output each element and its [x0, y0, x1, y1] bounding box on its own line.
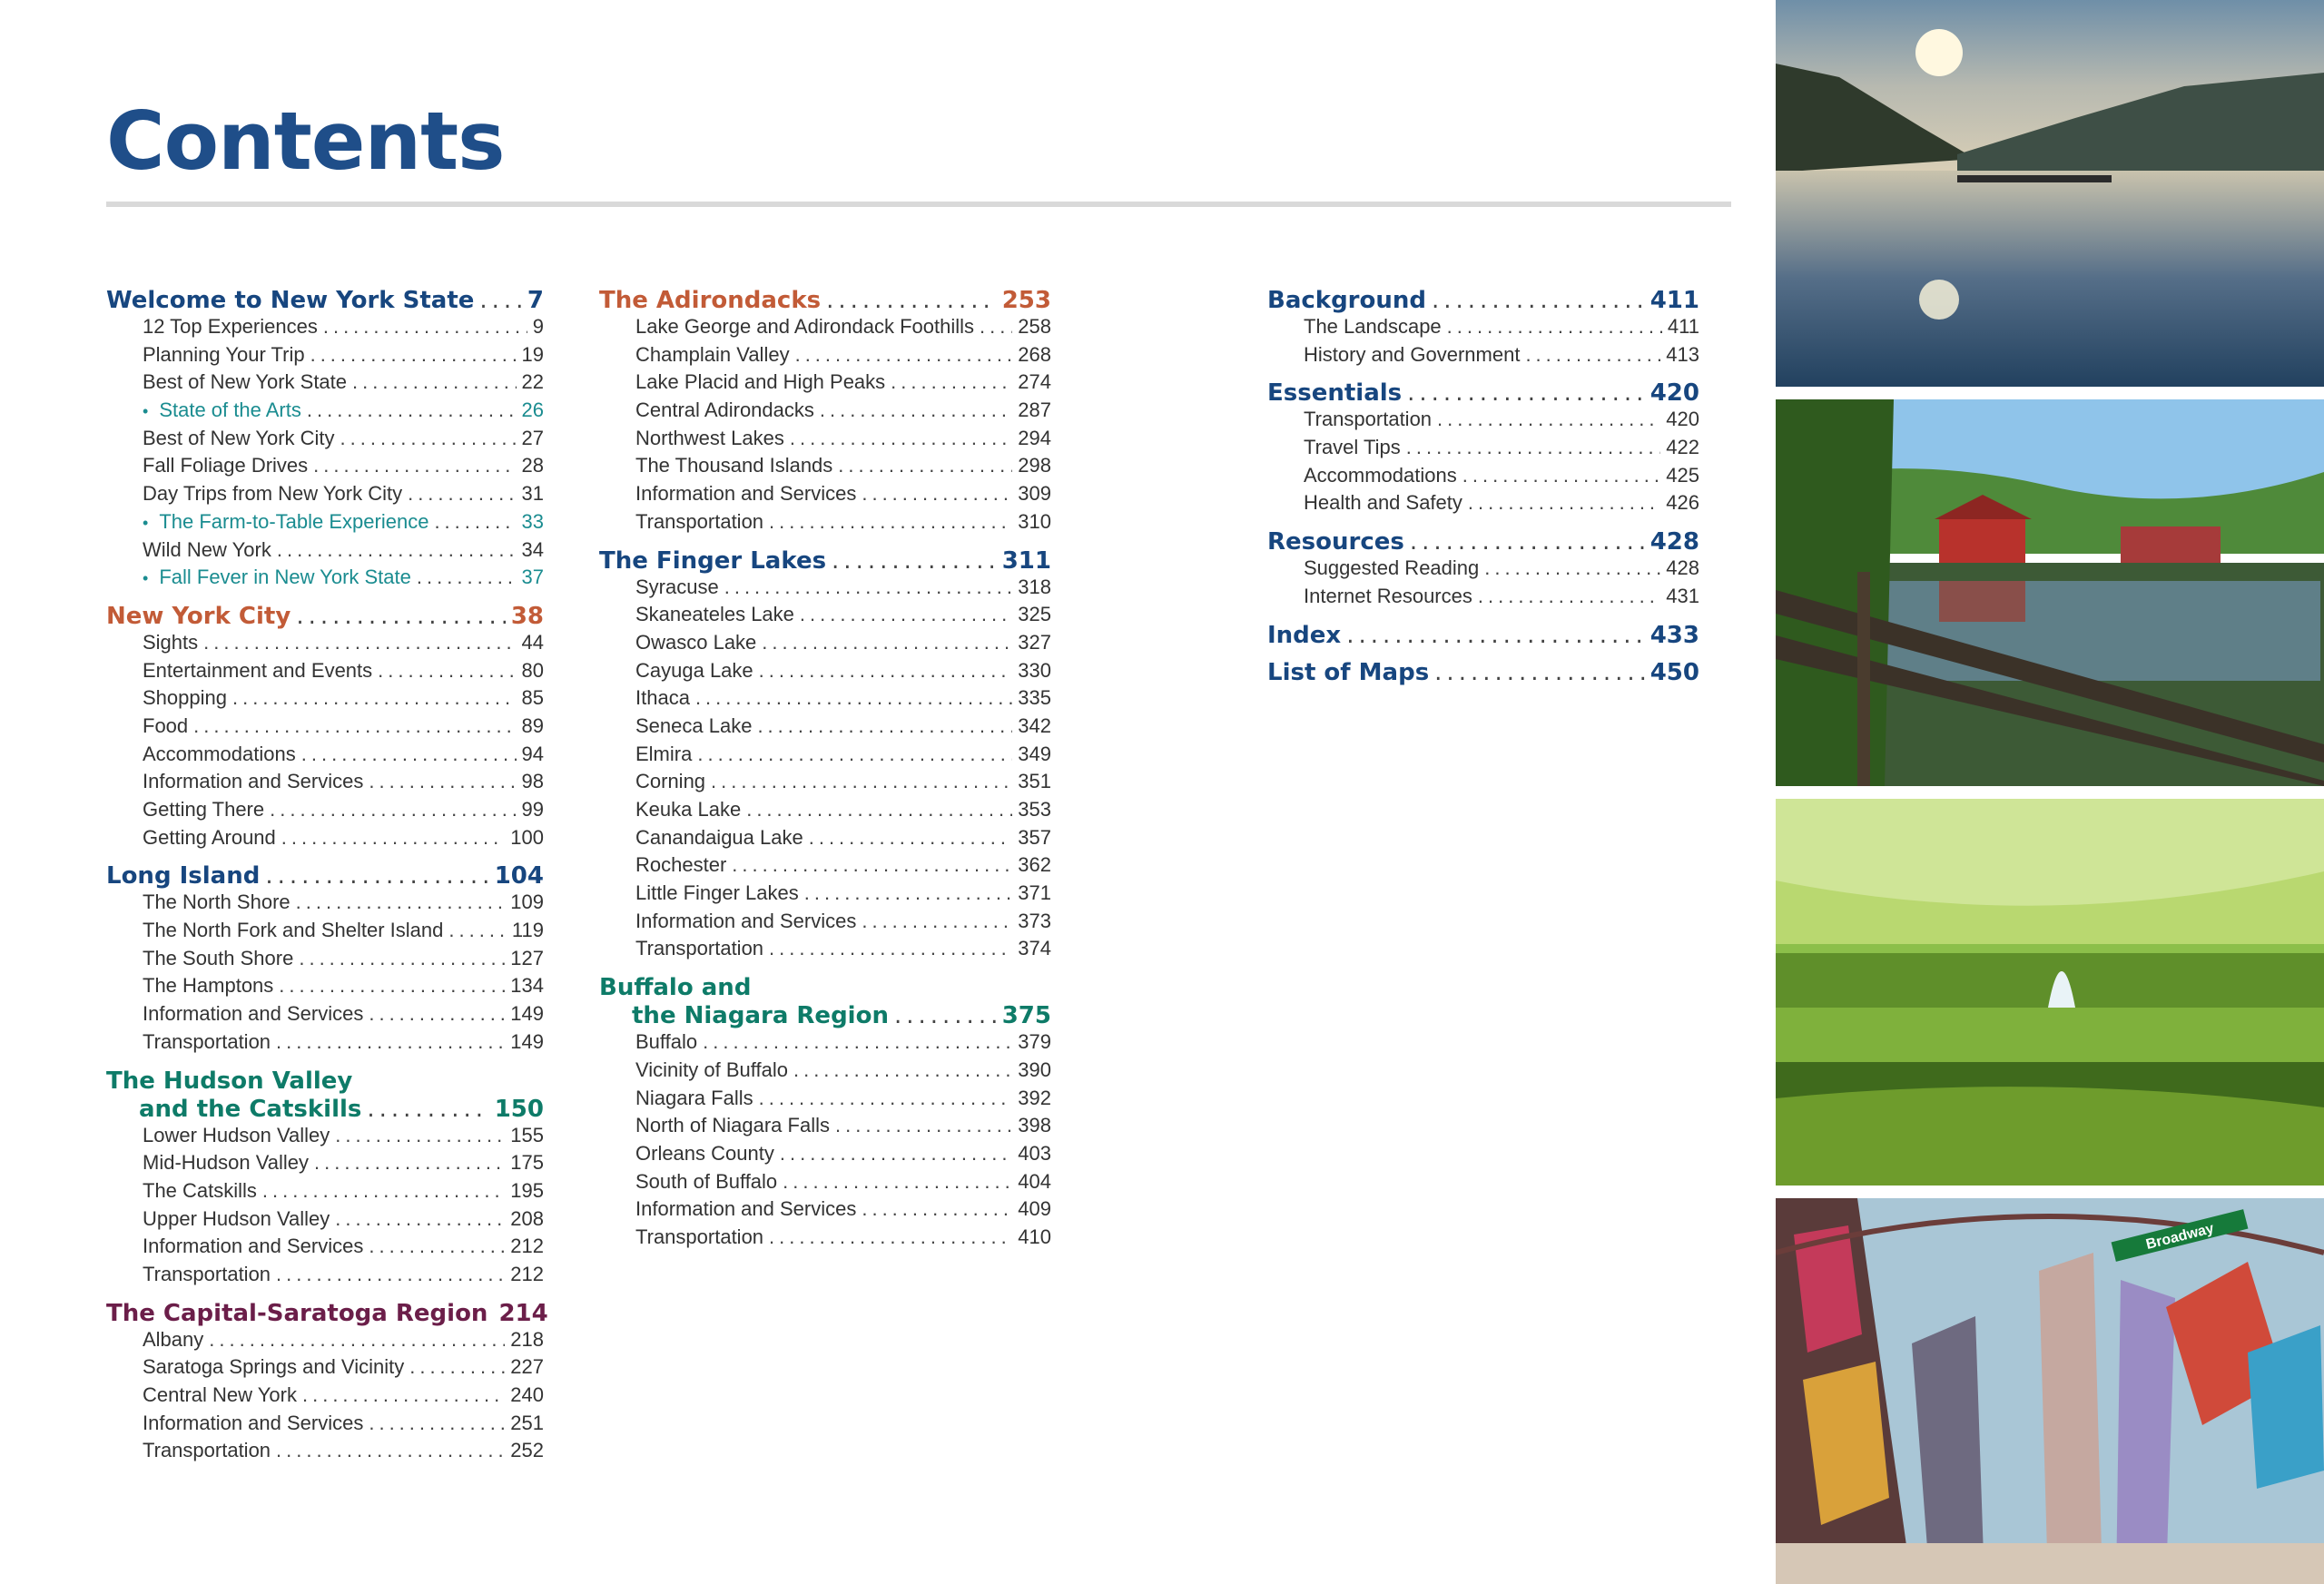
entry-page: 149 [510, 1002, 544, 1026]
entry-page: 28 [521, 454, 544, 477]
entry-page: 100 [510, 825, 544, 849]
entry-page: 310 [1018, 509, 1051, 533]
toc-entry[interactable] [106, 770, 544, 798]
entry-label: Planning Your Trip [143, 342, 305, 366]
toc-entry[interactable] [599, 398, 1051, 427]
toc-entry[interactable] [1267, 343, 1699, 371]
section-label-line1: The Hudson Valley [106, 1067, 353, 1095]
section-page: 150 [494, 1095, 544, 1123]
entry-label: Entertainment and Events [143, 658, 373, 682]
toc-entry[interactable] [599, 686, 1051, 714]
entry-page: 428 [1666, 556, 1699, 580]
entry-label: Syracuse [635, 575, 719, 598]
toc-entry[interactable] [106, 370, 544, 398]
title-rule [106, 202, 1731, 207]
section-label: Background [1267, 287, 1426, 314]
entry-page: 426 [1666, 491, 1699, 515]
toc-list-capital [106, 1328, 544, 1467]
toc-section-hudson[interactable] [106, 1067, 544, 1124]
toc-list-buffalo [599, 1030, 1051, 1254]
street-sign-text: Broadway [2144, 1220, 2216, 1253]
red-barns-pond-photo [1776, 399, 2324, 786]
entry-label: Travel Tips [1304, 436, 1401, 459]
toc-entry[interactable] [106, 1151, 544, 1179]
toc-section-background[interactable] [1267, 287, 1699, 315]
toc-entry[interactable] [599, 631, 1051, 659]
entry-label: Transportation [635, 1225, 764, 1248]
toc-entry[interactable] [599, 910, 1051, 938]
toc-section-list-of-maps[interactable] [1267, 659, 1699, 687]
toc-list-finger-lakes [599, 576, 1051, 966]
toc-entry[interactable] [599, 826, 1051, 854]
entry-page: 208 [510, 1206, 544, 1230]
toc-entry[interactable] [106, 482, 544, 510]
entry-label: Upper Hudson Valley [143, 1206, 330, 1230]
toc-entry[interactable] [599, 343, 1051, 371]
entry-page: 44 [521, 630, 544, 654]
entry-page: 258 [1018, 315, 1051, 338]
entry-page: 212 [510, 1262, 544, 1285]
entry-label: Northwest Lakes [635, 426, 784, 449]
entry-label: Lake Placid and High Peaks [635, 370, 886, 394]
toc-entry[interactable] [106, 1235, 544, 1263]
entry-label: Accommodations [1304, 463, 1457, 487]
toc-entry[interactable] [106, 919, 544, 947]
entry-label: Getting There [143, 798, 265, 821]
page-title: Contents [106, 94, 505, 188]
toc-entry[interactable] [106, 1439, 544, 1467]
entry-page: 155 [510, 1123, 544, 1146]
toc-entry[interactable] [599, 510, 1051, 538]
section-label: New York City [106, 602, 291, 630]
entry-label: Getting Around [143, 825, 276, 849]
entry-label: Buffalo [635, 1030, 698, 1054]
entry-label: • State of the Arts [143, 398, 301, 422]
entry-page: 287 [1018, 398, 1051, 422]
entry-label: Transportation [635, 509, 764, 533]
toc-list-adirondacks [599, 315, 1051, 538]
entry-page: 119 [511, 919, 544, 942]
entry-page: 268 [1018, 342, 1051, 366]
entry-label: Shopping [143, 686, 227, 710]
entry-page: 298 [1018, 454, 1051, 477]
entry-page: 227 [510, 1355, 544, 1379]
toc-entry[interactable] [106, 454, 544, 482]
toc-section-capital[interactable] [106, 1299, 548, 1328]
entry-label: Orleans County [635, 1141, 774, 1165]
toc-entry[interactable] [599, 370, 1051, 398]
toc-entry[interactable] [106, 947, 544, 975]
entry-label: The North Fork and Shelter Island [143, 919, 444, 942]
toc-list-resources [1267, 556, 1699, 612]
entry-page: 127 [510, 946, 544, 969]
entry-page: 362 [1018, 853, 1051, 877]
entry-page: 37 [521, 566, 544, 589]
toc-entry[interactable] [106, 1412, 544, 1440]
toc-entry[interactable] [1267, 436, 1699, 464]
entry-page: 33 [521, 509, 544, 533]
section-label: Essentials [1267, 379, 1403, 408]
toc-entry[interactable] [599, 603, 1051, 631]
entry-page: 353 [1018, 798, 1051, 821]
entry-page: 31 [521, 482, 544, 506]
toc-section-buffalo[interactable] [599, 974, 1051, 1030]
toc-entry[interactable] [106, 1263, 544, 1291]
section-page: 311 [1001, 546, 1051, 575]
toc-list-background [1267, 315, 1699, 370]
toc-entry[interactable] [599, 1114, 1051, 1142]
entry-label: Lake George and Adirondack Foothills [635, 315, 975, 338]
entry-label: Transportation [635, 937, 764, 960]
section-page: 375 [1001, 1002, 1051, 1030]
toc-section-index[interactable] [1267, 622, 1699, 650]
toc-section-essentials[interactable] [1267, 379, 1699, 408]
entry-label: 12 Top Experiences [143, 315, 318, 338]
toc-entry[interactable] [599, 1030, 1051, 1058]
toc-entry[interactable] [599, 315, 1051, 343]
entry-label: The North Shore [143, 890, 290, 914]
entry-label: Internet Resources [1304, 584, 1472, 607]
entry-page: 94 [521, 742, 544, 765]
entry-page: 218 [510, 1327, 544, 1351]
entry-page: 294 [1018, 426, 1051, 449]
toc-entry[interactable] [1267, 491, 1699, 519]
toc-entry[interactable] [106, 1124, 544, 1152]
entry-label: Lower Hudson Valley [143, 1123, 330, 1146]
toc-entry[interactable] [599, 881, 1051, 910]
toc-entry[interactable] [599, 1225, 1051, 1254]
entry-label: Transportation [143, 1439, 271, 1462]
toc-entry[interactable] [599, 482, 1051, 510]
lake-sunrise-photo [1776, 0, 2324, 387]
section-label: Welcome to New York State [106, 287, 475, 314]
entry-label: • Fall Fever in New York State [143, 566, 411, 589]
toc-entry[interactable] [1267, 556, 1699, 585]
entry-page: 109 [510, 890, 544, 914]
toc-entry[interactable] [599, 576, 1051, 604]
entry-page: 409 [1018, 1197, 1051, 1221]
entry-page: 357 [1018, 825, 1051, 849]
entry-label: Health and Safety [1304, 491, 1462, 515]
entry-page: 335 [1018, 686, 1051, 710]
entry-label: Fall Foliage Drives [143, 454, 309, 477]
entry-page: 392 [1018, 1086, 1051, 1109]
entry-label: Information and Services [635, 1197, 857, 1221]
toc-entry[interactable] [106, 631, 544, 659]
entry-page: 422 [1666, 436, 1699, 459]
entry-page: 98 [521, 770, 544, 793]
entry-label: History and Government [1304, 342, 1521, 366]
entry-label: Wild New York [143, 537, 271, 561]
section-label: Resources [1267, 528, 1404, 556]
entry-label: Saratoga Springs and Vicinity [143, 1355, 405, 1379]
toc-entry[interactable] [106, 1002, 544, 1030]
toc-entry[interactable] [1267, 315, 1699, 343]
entry-page: 175 [510, 1151, 544, 1175]
entry-page: 379 [1018, 1030, 1051, 1054]
toc-list-welcome [106, 315, 544, 594]
toc-entry[interactable] [106, 566, 544, 594]
section-page: 428 [1649, 528, 1699, 556]
toc-entry[interactable] [599, 798, 1051, 826]
toc-entry[interactable] [106, 743, 544, 771]
entry-page: 99 [521, 798, 544, 821]
section-label: The Capital-Saratoga Region [106, 1299, 488, 1327]
toc-entry[interactable] [599, 427, 1051, 455]
entry-label: The South Shore [143, 946, 294, 969]
toc-list-long-island [106, 890, 544, 1058]
entry-label: Information and Services [143, 1411, 364, 1434]
toc-entry[interactable] [106, 890, 544, 919]
entry-label: Elmira [635, 742, 693, 765]
toc-entry[interactable] [106, 798, 544, 826]
toc-section-long-island[interactable] [106, 862, 544, 890]
toc-entry[interactable] [106, 659, 544, 687]
entry-page: 425 [1666, 463, 1699, 487]
entry-label: Best of New York City [143, 426, 335, 449]
toc-entry[interactable] [106, 714, 544, 743]
entry-label: Transportation [1304, 408, 1433, 431]
entry-page: 80 [521, 658, 544, 682]
entry-page: 431 [1666, 584, 1699, 607]
toc-entry[interactable] [106, 343, 544, 371]
entry-page: 26 [521, 398, 544, 422]
entry-page: 309 [1018, 482, 1051, 506]
section-page: 7 [527, 287, 544, 314]
entry-label: North of Niagara Falls [635, 1114, 830, 1137]
entry-page: 420 [1666, 408, 1699, 431]
section-label: The Adirondacks [599, 287, 822, 314]
entry-label: Transportation [143, 1029, 271, 1053]
section-page: 253 [1001, 287, 1051, 314]
entry-label: Corning [635, 770, 706, 793]
toc-entry[interactable] [106, 1328, 544, 1356]
section-label: Index [1267, 621, 1342, 649]
section-page: 450 [1649, 658, 1699, 686]
entry-label: Food [143, 713, 189, 737]
entry-label: Best of New York State [143, 370, 348, 394]
entry-label: Vicinity of Buffalo [635, 1058, 788, 1081]
toc-entry[interactable] [599, 743, 1051, 771]
entry-page: 390 [1018, 1058, 1051, 1081]
entry-label: Little Finger Lakes [635, 881, 799, 905]
entry-label: South of Buffalo [635, 1169, 778, 1193]
toc-entry[interactable] [599, 853, 1051, 881]
toc-section-nyc[interactable] [106, 603, 544, 631]
section-page: 411 [1649, 287, 1699, 314]
toc-list-nyc [106, 631, 544, 854]
toc-section-finger-lakes[interactable] [599, 547, 1051, 576]
entry-page: 85 [521, 686, 544, 710]
entry-label: Suggested Reading [1304, 556, 1480, 580]
entry-label: Niagara Falls [635, 1086, 753, 1109]
entry-label: Mid-Hudson Valley [143, 1151, 310, 1175]
entry-label: Canandaigua Lake [635, 825, 803, 849]
entry-page: 373 [1018, 909, 1051, 932]
entry-label: Transportation [143, 1262, 271, 1285]
entry-label: Information and Services [635, 482, 857, 506]
toc-section-welcome[interactable] [106, 287, 544, 315]
entry-label: Skaneateles Lake [635, 603, 794, 626]
entry-label: The Thousand Islands [635, 454, 833, 477]
entry-page: 342 [1018, 713, 1051, 737]
toc-entry[interactable] [106, 1207, 544, 1235]
entry-label: Central Adirondacks [635, 398, 814, 422]
section-page: 420 [1649, 379, 1699, 408]
entry-page: 330 [1018, 658, 1051, 682]
toc-entry[interactable] [599, 659, 1051, 687]
entry-page: 349 [1018, 742, 1051, 765]
entry-page: 351 [1018, 770, 1051, 793]
toc-entry[interactable] [599, 1197, 1051, 1225]
section-page: 433 [1649, 621, 1699, 649]
entry-page: 318 [1018, 575, 1051, 598]
entry-label: Information and Services [635, 909, 857, 932]
entry-page: 195 [510, 1178, 544, 1202]
entry-label: Information and Services [143, 1002, 364, 1026]
toc-entry[interactable] [106, 1383, 544, 1412]
toc-entry[interactable] [106, 974, 544, 1002]
entry-page: 9 [532, 315, 544, 338]
entry-label: Information and Services [143, 770, 364, 793]
park-fountain-photo [1776, 799, 2324, 1186]
toc-entry[interactable] [599, 937, 1051, 965]
entry-page: 134 [510, 974, 544, 998]
toc-entry[interactable] [106, 315, 544, 343]
entry-page: 327 [1018, 630, 1051, 654]
toc-section-adirondacks[interactable] [599, 287, 1051, 315]
entry-page: 251 [510, 1411, 544, 1434]
entry-page: 240 [510, 1383, 544, 1406]
toc-entry[interactable] [1267, 585, 1699, 613]
toc-column-1 [106, 287, 548, 1467]
entry-page: 404 [1018, 1169, 1051, 1193]
toc-section-resources[interactable] [1267, 528, 1699, 556]
entry-label: Rochester [635, 853, 727, 877]
toc-entry[interactable] [1267, 408, 1699, 436]
entry-page: 325 [1018, 603, 1051, 626]
entry-page: 411 [1667, 315, 1699, 338]
entry-page: 19 [521, 342, 544, 366]
section-label-line1: Buffalo and [599, 974, 752, 1002]
toc-entry[interactable] [106, 826, 544, 854]
toc-entry[interactable] [106, 686, 544, 714]
entry-label: Day Trips from New York City [143, 482, 403, 506]
toc-entry[interactable] [599, 1142, 1051, 1170]
section-label-line2: and the Catskills [139, 1095, 362, 1123]
entry-label: Champlain Valley [635, 342, 790, 366]
section-page: 38 [510, 602, 544, 630]
toc-list-hudson [106, 1124, 544, 1291]
toc-column-2 [599, 287, 1051, 1254]
entry-page: 149 [510, 1029, 544, 1053]
toc-entry[interactable] [599, 770, 1051, 798]
entry-label: • The Farm-to-Table Experience [143, 510, 428, 534]
toc-entry[interactable] [106, 1355, 544, 1383]
entry-label: Seneca Lake [635, 713, 753, 737]
entry-label: Ithaca [635, 686, 690, 710]
entry-label: The Catskills [143, 1178, 257, 1202]
times-square-photo [1776, 1198, 2324, 1584]
entry-label: Information and Services [143, 1235, 364, 1258]
toc-column-3 [1267, 287, 1699, 687]
toc-entry[interactable] [599, 1087, 1051, 1115]
section-label-line2: the Niagara Region [632, 1002, 889, 1030]
toc-list-essentials [1267, 408, 1699, 519]
entry-page: 371 [1018, 881, 1051, 905]
section-label: The Finger Lakes [599, 546, 827, 575]
entry-page: 374 [1018, 937, 1051, 960]
section-page: 104 [494, 862, 544, 890]
entry-label: The Hamptons [143, 974, 274, 998]
toc-entry[interactable] [106, 398, 544, 427]
toc-entry[interactable] [599, 1058, 1051, 1087]
toc-entry[interactable] [106, 1179, 544, 1207]
entry-page: 34 [521, 537, 544, 561]
entry-page: 27 [521, 426, 544, 449]
entry-label: Central New York [143, 1383, 297, 1406]
entry-page: 274 [1018, 370, 1051, 394]
entry-label: Accommodations [143, 742, 296, 765]
entry-page: 252 [510, 1439, 544, 1462]
entry-label: Albany [143, 1327, 204, 1351]
toc-entry[interactable] [599, 1170, 1051, 1198]
toc-entry[interactable] [106, 510, 544, 538]
toc-entry[interactable] [1267, 464, 1699, 492]
toc-entry[interactable] [599, 714, 1051, 743]
entry-page: 89 [521, 713, 544, 737]
section-label: List of Maps [1267, 658, 1430, 686]
entry-label: Cayuga Lake [635, 658, 753, 682]
section-page: 214 [498, 1299, 548, 1327]
entry-label: The Landscape [1304, 315, 1442, 338]
section-label: Long Island [106, 862, 261, 890]
toc-entry[interactable] [599, 454, 1051, 482]
entry-page: 403 [1018, 1141, 1051, 1165]
toc-entry[interactable] [106, 427, 544, 455]
entry-label: Sights [143, 630, 199, 654]
entry-label: Keuka Lake [635, 798, 742, 821]
entry-page: 212 [510, 1235, 544, 1258]
entry-page: 398 [1018, 1114, 1051, 1137]
entry-page: 22 [521, 370, 544, 394]
entry-label: Owasco Lake [635, 630, 757, 654]
toc-entry[interactable] [106, 538, 544, 566]
entry-page: 413 [1666, 342, 1699, 366]
entry-page: 410 [1018, 1225, 1051, 1248]
toc-entry[interactable] [106, 1030, 544, 1058]
